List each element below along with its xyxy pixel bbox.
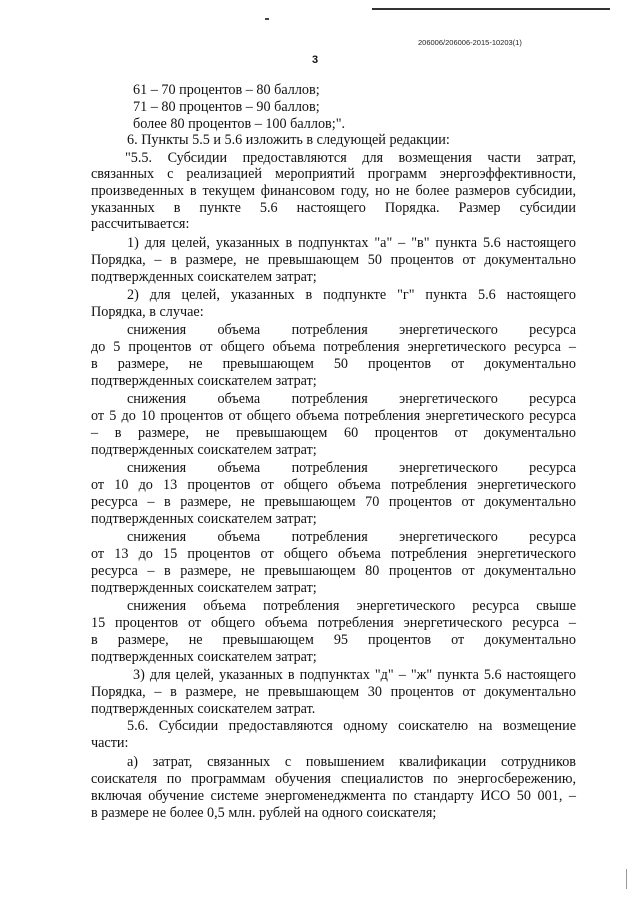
text-line: произведенных в текущем финансовом году, но не более размеров субсидии, bbox=[91, 183, 576, 199]
text-line: более 80 процентов – 100 баллов;". bbox=[133, 116, 346, 132]
text-line: снижения объема потребления энергетического ресурса bbox=[127, 391, 576, 407]
text-line: подтвержденных соискателем затрат; bbox=[91, 649, 317, 665]
text-line: в размере, не превышающем 50 процентов от документально bbox=[91, 356, 576, 372]
text-line: подтвержденных соискателем затрат; bbox=[91, 511, 317, 527]
text-line: снижения объема потребления энергетического ресурса свыше bbox=[127, 598, 576, 614]
text-line: ресурса – в размере, не превышающем 80 процентов от документально bbox=[91, 563, 576, 579]
text-line: от 10 до 13 процентов от общего объема потребления энергетического bbox=[91, 477, 576, 493]
text-line: связанных с реализацией мероприятий программ энергоэффективности, bbox=[91, 166, 576, 182]
text-line: Порядка, – в размере, не превышающем 30 процентов от документально bbox=[91, 684, 576, 700]
text-line: 71 – 80 процентов – 90 баллов; bbox=[133, 99, 320, 115]
text-line: снижения объема потребления энергетического ресурса bbox=[127, 529, 576, 545]
text-line: части: bbox=[91, 735, 129, 751]
text-line: снижения объема потребления энергетического ресурса bbox=[127, 322, 576, 338]
header-rule bbox=[372, 8, 610, 10]
text-line: 3) для целей, указанных в подпунктах "д" – "ж" пункта 5.6 настоящего bbox=[133, 667, 576, 683]
text-line: до 5 процентов от общего объема потребления энергетического ресурса – bbox=[91, 339, 576, 355]
text-line: 1) для целей, указанных в подпунктах "а" – "в" пункта 5.6 настоящего bbox=[127, 235, 576, 251]
text-line: "5.5. Субсидии предоставляются для возмещения части затрат, bbox=[125, 150, 576, 166]
page-number: 3 bbox=[312, 54, 319, 66]
text-line: от 13 до 15 процентов от общего объема потребления энергетического bbox=[91, 546, 576, 562]
text-line: – в размере, не превышающем 60 процентов от документально bbox=[91, 425, 576, 441]
text-line: подтвержденных соискателем затрат; bbox=[91, 442, 317, 458]
text-line: Порядка, – в размере, не превышающем 50 процентов от документально bbox=[91, 252, 576, 268]
text-line: 61 – 70 процентов – 80 баллов; bbox=[133, 82, 320, 98]
text-line: рассчитывается: bbox=[91, 216, 190, 232]
text-line: от 5 до 10 процентов от общего объема потребления энергетического ресурса bbox=[91, 408, 576, 424]
text-line: 15 процентов от общего объема потребления энергетического ресурса – bbox=[91, 615, 576, 631]
text-line: соискателя по программам обучения специалистов по энергосбережению, bbox=[91, 771, 576, 787]
text-line: подтвержденных соискателем затрат; bbox=[91, 580, 317, 596]
document-id: 206006/206006-2015-10203(1) bbox=[418, 38, 522, 47]
text-line: а) затрат, связанных с повышением квалификации сотрудников bbox=[127, 754, 576, 770]
text-line: ресурса – в размере, не превышающем 70 процентов от документально bbox=[91, 494, 576, 510]
text-line: подтвержденных соискателем затрат. bbox=[91, 701, 316, 717]
text-line: подтвержденных соискателем затрат; bbox=[91, 373, 317, 389]
text-line: Порядка, в случае: bbox=[91, 304, 204, 320]
text-line: снижения объема потребления энергетического ресурса bbox=[127, 460, 576, 476]
text-line: включая обучение системе энергоменеджмента по стандарту ИСО 50 001, – bbox=[91, 788, 576, 804]
text-line: 6. Пункты 5.5 и 5.6 изложить в следующей редакции: bbox=[127, 132, 450, 148]
scan-edge-mark bbox=[626, 869, 627, 889]
text-line: в размере, не превышающем 95 процентов от документально bbox=[91, 632, 576, 648]
text-line: в размере не более 0,5 млн. рублей на одного соискателя; bbox=[91, 805, 437, 821]
scan-mark bbox=[265, 18, 269, 20]
text-line: указанных в пункте 5.6 настоящего Порядка. Размер субсидии bbox=[91, 200, 576, 216]
text-line: 2) для целей, указанных в подпункте "г" пункта 5.6 настоящего bbox=[127, 287, 576, 303]
text-line: подтвержденных соискателем затрат; bbox=[91, 269, 317, 285]
text-line: 5.6. Субсидии предоставляются одному соискателю на возмещение bbox=[127, 718, 576, 734]
